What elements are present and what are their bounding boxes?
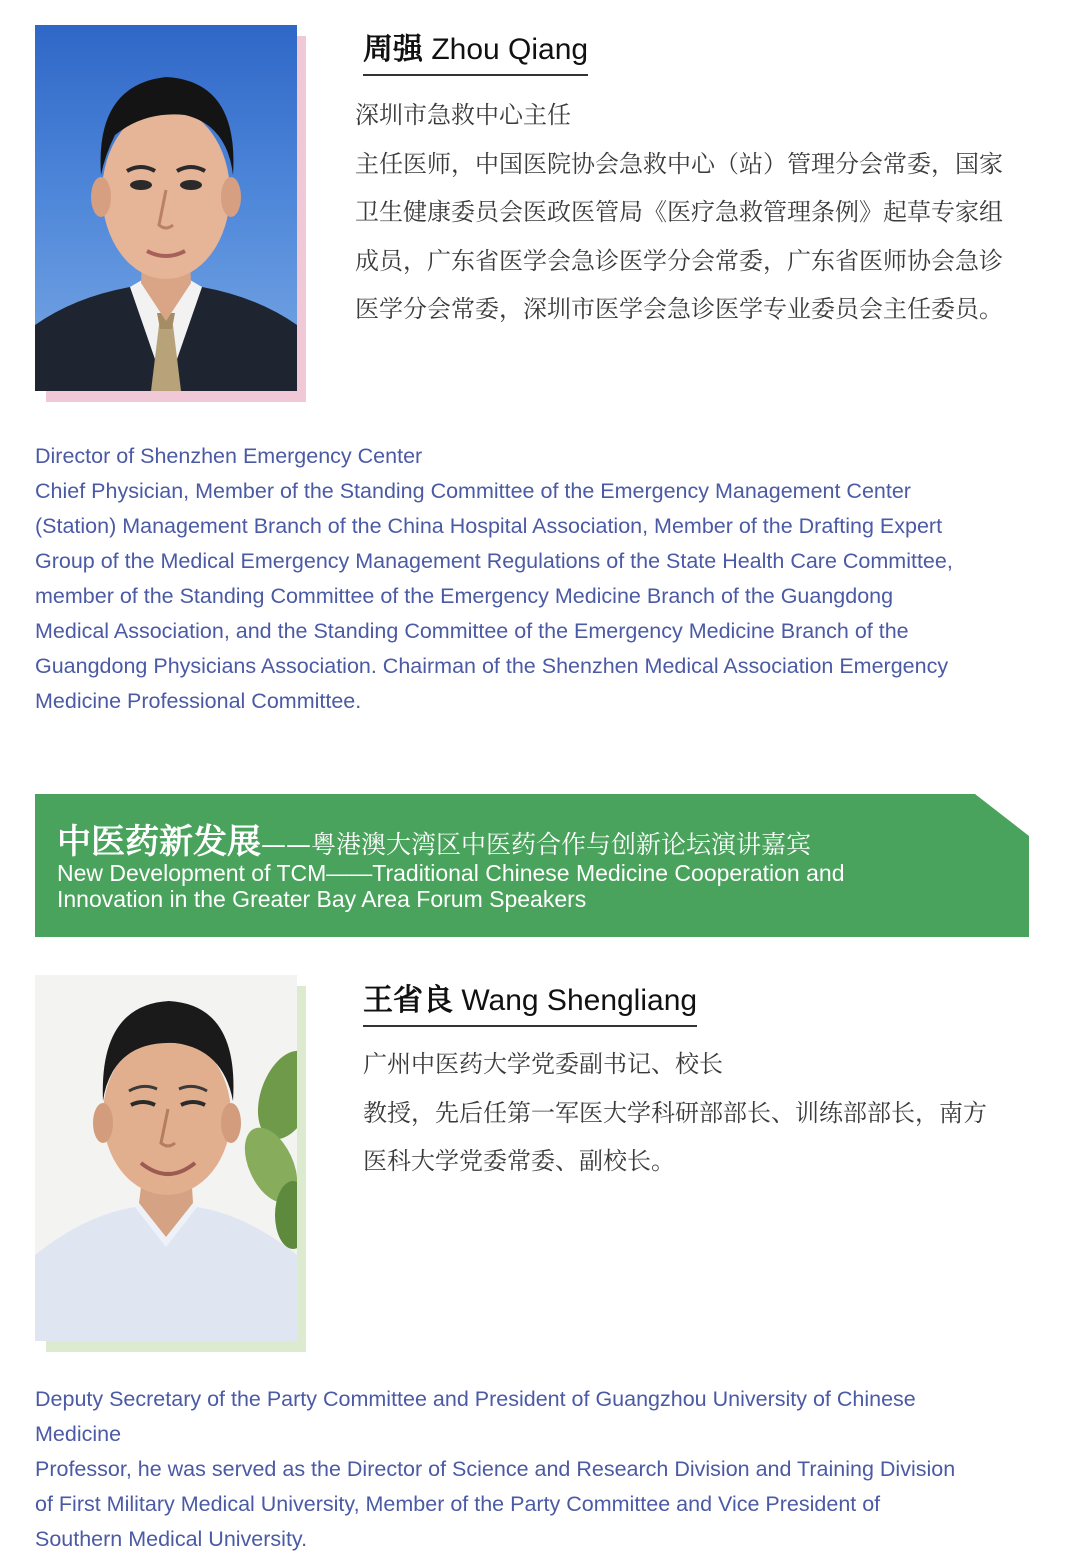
- bio-line: 医科大学党委常委、副校长。: [363, 1147, 675, 1175]
- bio-line: Southern Medical University.: [35, 1527, 308, 1551]
- bio-line: 深圳市急救中心主任: [355, 101, 571, 129]
- speaker-name-heading: [363, 24, 588, 76]
- speaker-name-en: Zhou Qiang: [431, 33, 589, 66]
- speaker-photo-wang-shengliang: [35, 975, 297, 1341]
- speaker-name-heading: [363, 975, 697, 1027]
- bio-line: Group of the Medical Emergency Management Regulations of the State Health Care Committee,: [35, 549, 953, 573]
- speaker-bio-en: [35, 1382, 1039, 1557]
- bio-line: 教授，先后任第一军医大学科研部部长、训练部部长，南方: [363, 1098, 987, 1127]
- bio-line: Medical Association, and the Standing Committee of the Emergency Medicine Branch of the: [35, 619, 909, 643]
- bio-line: Medicine: [35, 1422, 122, 1446]
- bio-line: of First Military Medical University, Member of the Party Committee and Vice President of: [35, 1492, 881, 1516]
- bio-line: 卫生健康委员会医政医管局《医疗急救管理条例》起草专家组: [355, 198, 1003, 226]
- speaker-photo-zhou-qiang: [35, 25, 297, 391]
- banner-title-en-line: New Development of TCM——Traditional Chinese Medicine Cooperation and: [57, 860, 845, 886]
- bio-line: 主任医师，中国医院协会急救中心（站）管理分会常委，国家: [355, 149, 1003, 178]
- banner-title-en-line: Innovation in the Greater Bay Area Forum Speakers: [57, 886, 587, 912]
- bio-line: Guangdong Physicians Association. Chairman of the Shenzhen Medical Association Emergency: [35, 654, 949, 678]
- bio-line: 医学分会常委，深圳市医学会急诊医学专业委员会主任委员。: [355, 295, 1003, 323]
- speaker-bio-en: [35, 439, 1029, 719]
- bio-line: Chief Physician, Member of the Standing Committee of the Emergency Management Center: [35, 479, 911, 503]
- speaker-name-cn: 周强: [363, 32, 423, 67]
- bio-line: (Station) Management Branch of the China Hospital Association, Member of the Drafting Expert: [35, 514, 943, 538]
- section-banner: [35, 794, 1029, 937]
- speaker-name-en: Wang Shengliang: [461, 984, 698, 1017]
- banner-title-cn: [57, 814, 811, 863]
- bio-line: 广州中医药大学党委副书记、校长: [363, 1050, 723, 1078]
- speaker-name-cn: 王省良: [363, 983, 453, 1018]
- bio-line: Medicine Professional Committee.: [35, 689, 362, 713]
- bio-line: Director of Shenzhen Emergency Center: [35, 444, 423, 468]
- banner-title-main: 中医药新发展: [57, 822, 261, 862]
- speaker-bio-cn: [355, 91, 1055, 334]
- bio-line: Professor, he was served as the Director of Science and Research Division and Training Division: [35, 1457, 956, 1481]
- bio-line: member of the Standing Committee of the Emergency Medicine Branch of the Guangdong: [35, 584, 894, 608]
- speaker-bio-cn: [363, 1040, 1043, 1186]
- banner-title-sub: ——粤港澳大湾区中医药合作与创新论坛演讲嘉宾: [261, 830, 812, 859]
- bio-line: 成员，广东省医学会急诊医学分会常委，广东省医师协会急诊: [355, 246, 1003, 275]
- bio-line: Deputy Secretary of the Party Committee and President of Guangzhou University of Chinese: [35, 1387, 916, 1411]
- banner-title-en: [57, 860, 957, 912]
